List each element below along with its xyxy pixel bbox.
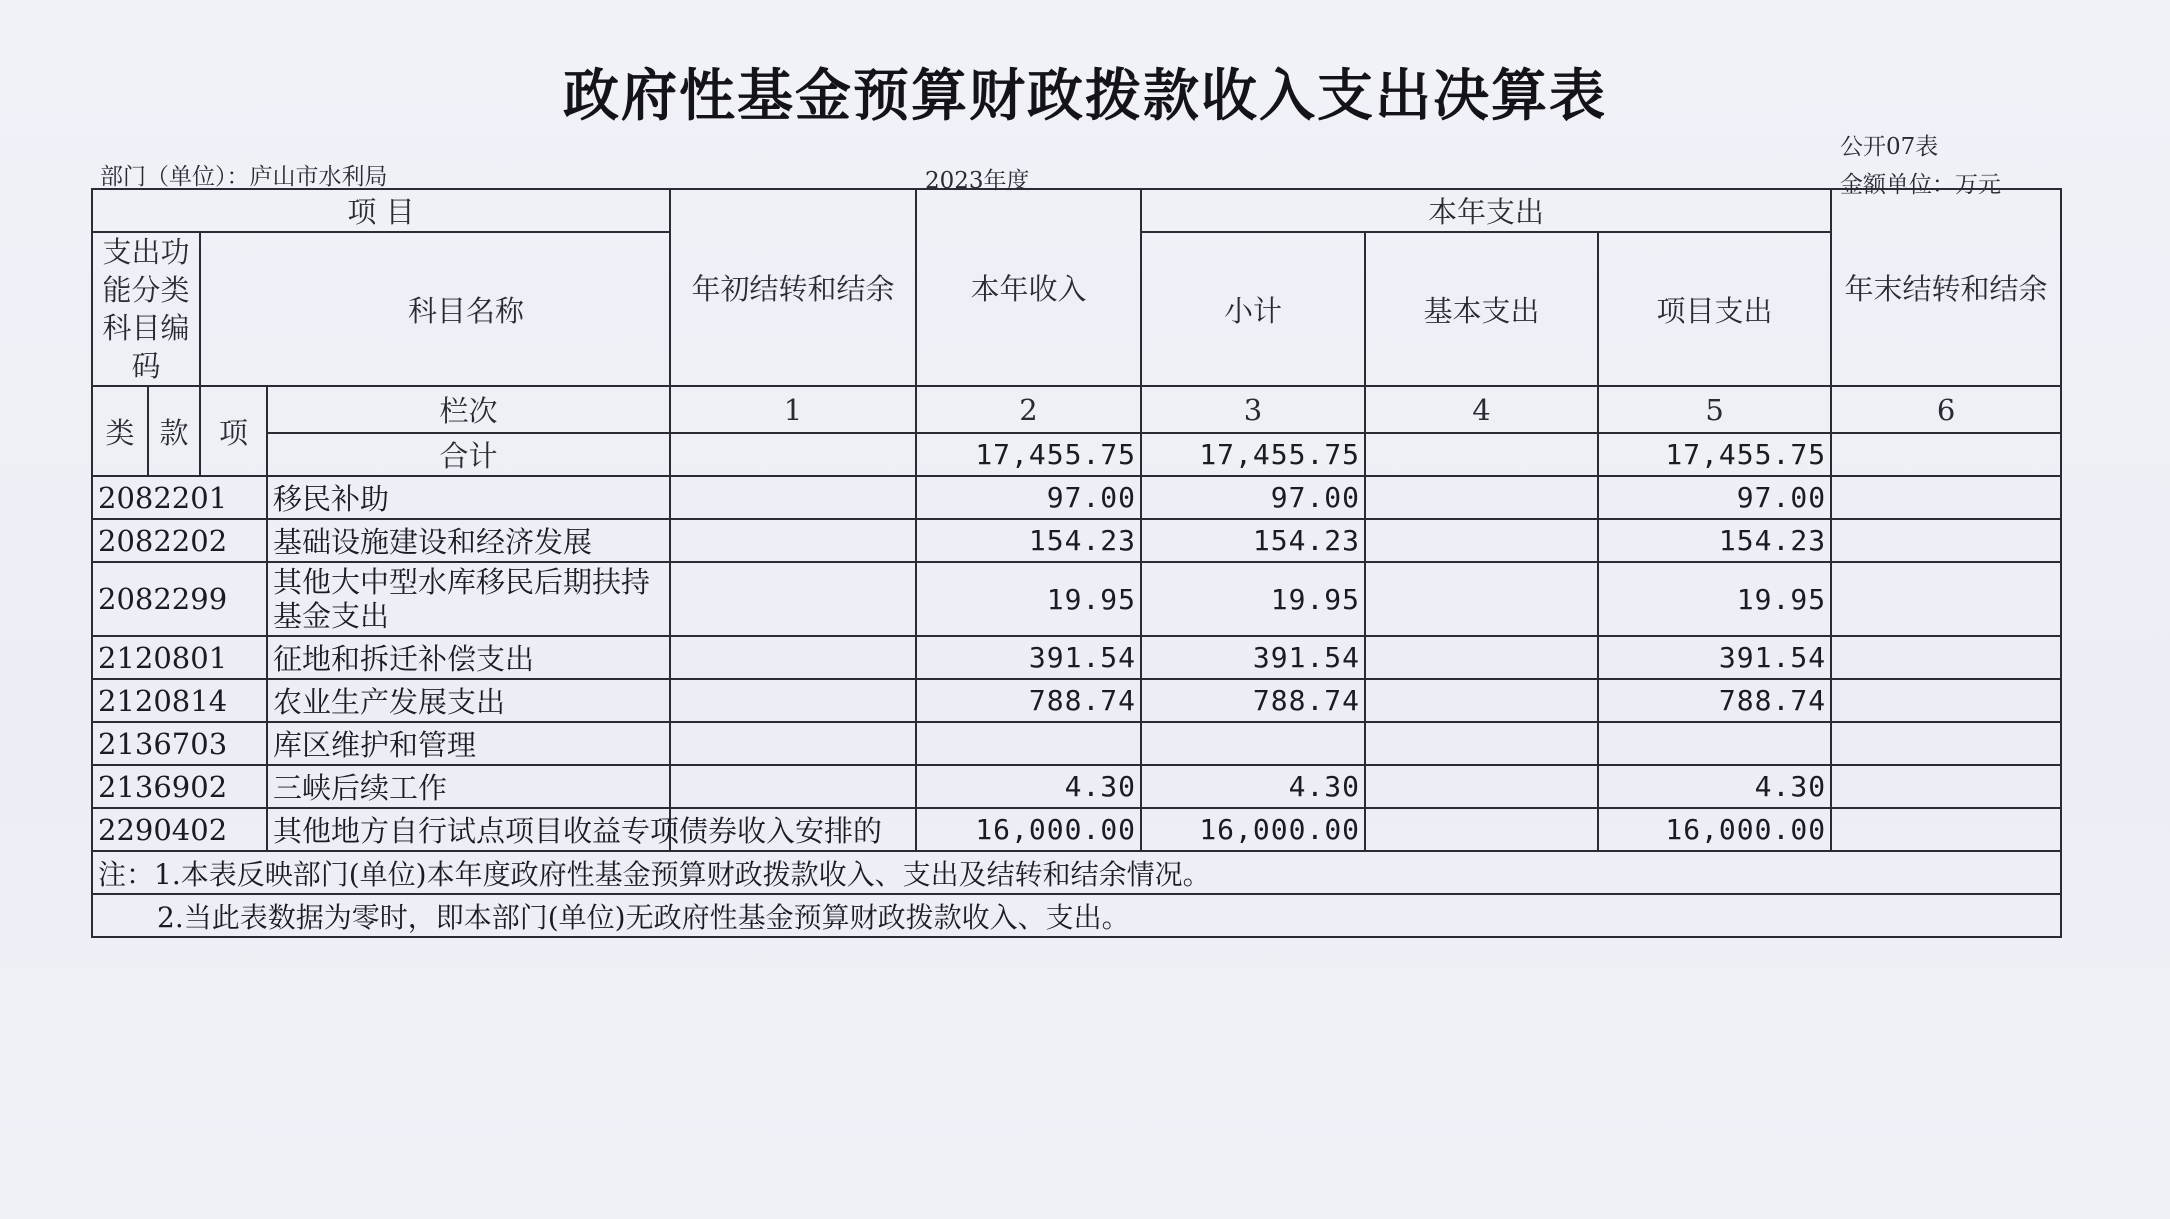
row-income <box>916 722 1141 765</box>
row-name: 其他大中型水库移民后期扶持基金支出 <box>267 562 670 636</box>
fiscal-year-label: 2023年度 <box>925 168 1030 194</box>
table-row <box>92 562 2061 636</box>
row-code: 2290402 <box>92 808 267 851</box>
row-opening <box>670 476 916 519</box>
row-name: 农业生产发展支出 <box>267 679 670 722</box>
header-column-no: 栏次 <box>267 386 670 433</box>
row-code: 2120801 <box>92 636 267 679</box>
row-code: 2136902 <box>92 765 267 808</box>
document-title: 政府性基金预算财政拨款收入支出决算表 <box>563 63 1607 129</box>
table-note-1: 注：1.本表反映部门(单位)本年度政府性基金预算财政拨款收入、支出及结转和结余情况。 <box>92 851 2061 894</box>
total-closing <box>1831 433 2061 476</box>
header-basic-expense: 基本支出 <box>1365 232 1598 386</box>
table-row <box>92 636 2061 679</box>
row-closing <box>1831 636 2061 679</box>
row-name: 库区维护和管理 <box>267 722 670 765</box>
column-number-6: 6 <box>1831 386 2061 433</box>
table-row <box>92 476 2061 519</box>
row-income: 16,000.00 <box>916 808 1141 851</box>
row-code: 2120814 <box>92 679 267 722</box>
table-row <box>92 722 2061 765</box>
row-project: 19.95 <box>1598 562 1831 636</box>
row-subtotal: 19.95 <box>1141 562 1365 636</box>
header-income: 本年收入 <box>916 189 1141 386</box>
header-expense-group: 本年支出 <box>1141 189 1831 232</box>
row-income: 391.54 <box>916 636 1141 679</box>
row-project: 4.30 <box>1598 765 1831 808</box>
header-kuan: 款 <box>148 386 200 476</box>
row-subtotal: 4.30 <box>1141 765 1365 808</box>
table-row <box>92 808 2061 851</box>
budget-table <box>91 188 2062 938</box>
department-label: 部门（单位）：庐山市水利局 <box>100 164 388 190</box>
total-row <box>92 433 2061 476</box>
row-closing <box>1831 722 2061 765</box>
table-row <box>92 765 2061 808</box>
row-opening <box>670 519 916 562</box>
row-income: 4.30 <box>916 765 1141 808</box>
row-name: 其他地方自行试点项目收益专项债券收入安排的 <box>267 808 670 851</box>
row-code: 2082299 <box>92 562 267 636</box>
row-income: 97.00 <box>916 476 1141 519</box>
row-basic <box>1365 519 1598 562</box>
column-number-4: 4 <box>1365 386 1598 433</box>
row-subtotal: 16,000.00 <box>1141 808 1365 851</box>
row-income: 154.23 <box>916 519 1141 562</box>
row-opening <box>670 722 916 765</box>
row-opening <box>670 636 916 679</box>
row-basic <box>1365 679 1598 722</box>
row-project: 97.00 <box>1598 476 1831 519</box>
row-project <box>1598 722 1831 765</box>
total-subtotal: 17,455.75 <box>1141 433 1365 476</box>
row-basic <box>1365 722 1598 765</box>
header-subtotal: 小计 <box>1141 232 1365 386</box>
row-basic <box>1365 636 1598 679</box>
header-item: 项 目 <box>92 189 670 232</box>
total-income: 17,455.75 <box>916 433 1141 476</box>
row-basic <box>1365 562 1598 636</box>
row-name: 移民补助 <box>267 476 670 519</box>
column-number-3: 3 <box>1141 386 1365 433</box>
row-project: 154.23 <box>1598 519 1831 562</box>
row-opening <box>670 765 916 808</box>
form-code-label: 公开07表 <box>1840 134 1939 160</box>
row-code: 2136703 <box>92 722 267 765</box>
header-lei: 类 <box>92 386 148 476</box>
header-opening-balance: 年初结转和结余 <box>670 189 916 386</box>
row-project: 391.54 <box>1598 636 1831 679</box>
table-row <box>92 519 2061 562</box>
amount-unit-label: 金额单位：万元 <box>1840 172 2001 198</box>
total-opening <box>670 433 916 476</box>
header-xiang: 项 <box>200 386 267 476</box>
row-code: 2082201 <box>92 476 267 519</box>
total-basic <box>1365 433 1598 476</box>
row-code: 2082202 <box>92 519 267 562</box>
row-opening <box>670 679 916 722</box>
table-note-2: 2.当此表数据为零时，即本部门(单位)无政府性基金预算财政拨款收入、支出。 <box>92 894 2061 937</box>
row-basic <box>1365 476 1598 519</box>
column-number-2: 2 <box>916 386 1141 433</box>
row-closing <box>1831 476 2061 519</box>
row-name: 征地和拆迁补偿支出 <box>267 636 670 679</box>
header-subject-name: 科目名称 <box>200 232 670 386</box>
row-income: 788.74 <box>916 679 1141 722</box>
row-opening <box>670 562 916 636</box>
total-label: 合计 <box>267 433 670 476</box>
table-row <box>92 679 2061 722</box>
row-subtotal <box>1141 722 1365 765</box>
row-subtotal: 788.74 <box>1141 679 1365 722</box>
row-project: 788.74 <box>1598 679 1831 722</box>
row-closing <box>1831 562 2061 636</box>
total-project: 17,455.75 <box>1598 433 1831 476</box>
row-basic <box>1365 765 1598 808</box>
header-func-code: 支出功能分类科目编码 <box>92 232 200 386</box>
row-closing <box>1831 765 2061 808</box>
row-closing <box>1831 679 2061 722</box>
row-closing <box>1831 808 2061 851</box>
row-project: 16,000.00 <box>1598 808 1831 851</box>
row-name: 基础设施建设和经济发展 <box>267 519 670 562</box>
header-closing-balance: 年末结转和结余 <box>1831 189 2061 386</box>
row-basic <box>1365 808 1598 851</box>
row-income: 19.95 <box>916 562 1141 636</box>
row-subtotal: 154.23 <box>1141 519 1365 562</box>
column-number-1: 1 <box>670 386 916 433</box>
column-number-5: 5 <box>1598 386 1831 433</box>
row-subtotal: 391.54 <box>1141 636 1365 679</box>
row-subtotal: 97.00 <box>1141 476 1365 519</box>
row-name: 三峡后续工作 <box>267 765 670 808</box>
row-closing <box>1831 519 2061 562</box>
header-project-expense: 项目支出 <box>1598 232 1831 386</box>
